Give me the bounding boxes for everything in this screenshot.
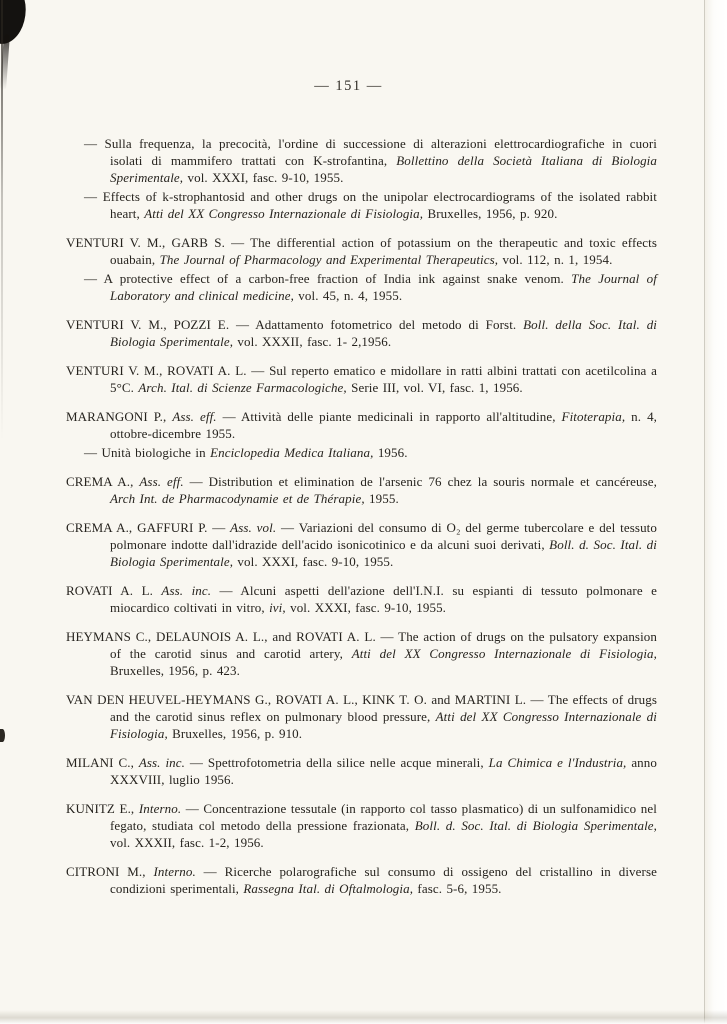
entry-text: — Alcuni aspetti dell'azione dell'I.N.I. su espianti di tessuto polmonare e miocardico coltivati in vitro, [110,583,658,615]
entry-text: — Distribution et elimination de l'arsenic 76 chez la souris normale et cancéreuse, [183,474,657,489]
entry-text: 1955. [364,491,399,506]
entry-text: vol. 112, n. 1, 1954. [498,252,613,267]
entry-text: — Unità biologiche in [84,445,211,460]
entry-text: — Concentrazione tessutale (in rapporto col tasso plasmatico) di un sulfonamidico nel fegato, studiata col metodo della pressione frazionata, [110,801,657,833]
entry-text: — Effects of k-strophantosid and other drugs on the unipolar electrocardiograms of the isolated rabbit heart, [84,189,657,221]
entry-text-italic: Interno. [138,801,182,816]
entry-text: n. 4, ottobre-dicembre 1955. [110,409,658,441]
entry-text: — Attività delle piante medicinali in rapporto all'altitudine, [216,409,562,424]
bibliography-entry [66,519,657,570]
entry-text: ROVATI A. L. [66,583,162,598]
entry-text: MILANI C., [66,755,139,770]
entry-text: — Variazioni del consumo di O₂ del germe tubercolare e del tessuto polmonare indotte dall'idrazide dell'acido isonicotinico e da alcuni suoi derivati, [110,520,657,552]
entry-text-italic: La Chimica e l'Industria, [488,755,627,770]
entry-text: — A protective effect of a carbon-free fraction of India ink against snake venom. [84,271,572,286]
bibliography-entry [66,270,657,304]
entry-text-italic: Boll. della Soc. Ital. di Biologia Sperimentale, [110,317,658,349]
entry-text-italic: Interno. [153,864,196,879]
page-right-margin [705,0,727,1024]
entry-text: CREMA A., [66,474,140,489]
scan-ink-speck [0,729,5,742]
entry-text-italic: Boll. d. Soc. Ital. di Biologia Sperimentale, [414,818,657,833]
entry-text: vol. XXXII, fasc. 1- 2,1956. [233,334,392,349]
entry-text: VAN DEN HEUVEL-HEYMANS G., ROVATI A. L., KINK T. O. and MARTINI L. — The effects of drugs and the carotid sinus reflex on pulmonary blood pressure, [66,692,657,724]
entry-text: vol. 45, n. 4, 1955. [293,288,403,303]
bibliography-entry [66,628,657,679]
page-left-edge-shadow [1,0,3,440]
entry-text: vol. XXXI, fasc. 9-10, 1955. [183,170,344,185]
entry-text-italic: Ass. inc. [161,583,212,598]
bibliography-entry [66,800,657,851]
entry-text-italic: Rassegna Ital. di Oftalmologia, [243,881,414,896]
bibliography-entry [66,316,657,350]
entry-text: VENTURI V. M., GARB S. — The differential action of potassium on the therapeutic and toxic effects ouabain, [66,235,657,267]
entry-text: CITRONI M., [66,864,154,879]
entry-text-italic: Ass. eff. [139,474,184,489]
bibliography-entry [66,444,657,461]
entry-text-italic: ivi, [269,600,286,615]
entry-text: Bruxelles, 1956, p. 423. [110,663,240,678]
entry-text-italic: Boll. d. Soc. Ital. di Biologia Sperimentale, [110,537,657,569]
bibliography-entry [66,691,657,742]
entry-text: CREMA A., GAFFURI P. — [66,520,231,535]
bibliography-entry [66,188,657,222]
bibliography-entry [66,582,657,616]
entry-text: — Ricerche polarografiche sul consumo di ossigeno del cristallino in diverse condizioni sperimentali, [110,864,657,896]
entry-text-italic: The Journal of Laboratory and clinical medicine, [110,271,657,303]
entry-text-italic: Atti del XX Congresso Internazionale di Fisiologia, [351,646,657,661]
entry-text-italic: Atti del XX Congresso Internazionale di Fisiologia, [144,206,424,221]
entry-text: Serie III, vol. VI, fasc. 1, 1956. [346,380,523,395]
entry-text: HEYMANS C., DELAUNOIS A. L., and ROVATI A. L. — The action of drugs on the pulsatory expansion of the carotid sinus and carotid artery, [66,629,657,661]
entry-text: — Spettrofotometria della silice nelle acque minerali, [184,755,489,770]
entry-text: MARANGONI P., [66,409,173,424]
entry-text-italic: Enciclopedia Medica Italiana, [210,445,374,460]
entry-text: Bruxelles, 1956, p. 910. [167,726,303,741]
bibliography-list [0,135,727,897]
entry-text: 1956. [373,445,408,460]
bibliography-entry [66,863,657,897]
entry-text: fasc. 5-6, 1955. [413,881,502,896]
entry-text-italic: Arch. Ital. di Scienze Farmacologiche, [138,380,347,395]
page-number: — 151 — [314,78,383,94]
entry-text-italic: Bollettino della Società Italiana di Biologia Sperimentale, [110,153,657,185]
page-bottom-shadow [0,1010,727,1024]
bibliography-entry [66,754,657,788]
entry-text: VENTURI V. M., POZZI E. — Adattamento fotometrico del metodo di Forst. [66,317,524,332]
entry-text-italic: Atti del XX Congresso Internazionale di Fisiologia, [110,709,657,741]
entry-text-italic: Ass. eff. [172,409,217,424]
entry-text: — Sulla frequenza, la precocità, l'ordine di successione di alterazioni elettrocardiografiche in cuori isolati di mammifero trattati con K-strofantina, [84,136,657,168]
bibliography-entry [66,473,657,507]
bibliography-entry [66,408,657,442]
entry-text: vol. XXXII, fasc. 1-2, 1956. [110,835,264,850]
entry-text: KUNITZ E., [66,801,139,816]
entry-text-italic: Arch Int. de Pharmacodynamie et de Thérapie, [110,491,365,506]
entry-text-italic: Ass. vol. [230,520,277,535]
entry-text: anno XXXVIII, luglio 1956. [110,755,657,787]
entry-text-italic: The Journal of Pharmacology and Experimental Therapeutics, [159,252,499,267]
bibliography-entry [66,234,657,268]
entry-text-italic: Ass. inc. [138,755,185,770]
entry-text: Bruxelles, 1956, p. 920. [423,206,558,221]
entry-text: VENTURI V. M., ROVATI A. L. — Sul reperto ematico e midollare in ratti albini trattati con acetilcolina a 5°C. [66,363,657,395]
bibliography-entry [66,135,657,186]
entry-text: vol. XXXI, fasc. 9-10, 1955. [233,554,394,569]
entry-text: vol. XXXI, fasc. 9-10, 1955. [285,600,447,615]
entry-text-italic: Fitoterapia, [561,409,626,424]
bibliography-entry [66,362,657,396]
